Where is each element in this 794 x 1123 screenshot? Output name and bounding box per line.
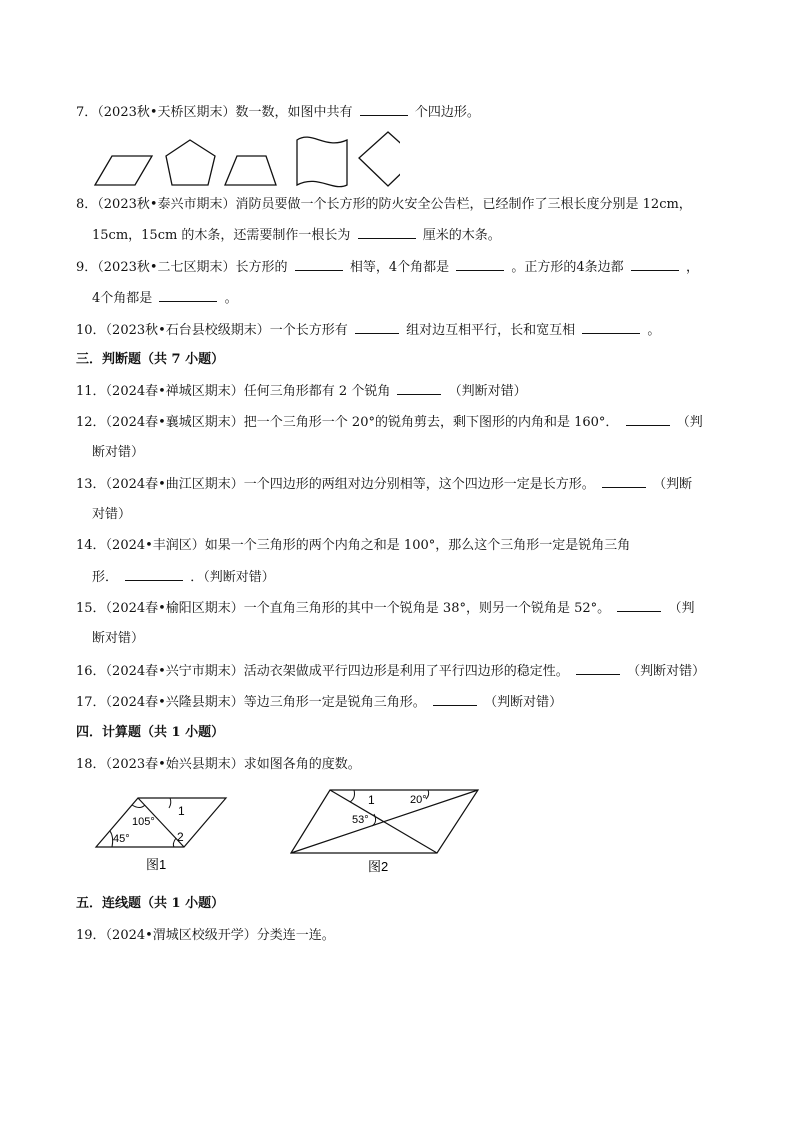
trapezoid-shape (225, 156, 276, 185)
angle-label-1: 1 (178, 804, 185, 818)
question-text: 16．（2024春•兴宁市期末）活动衣架做成平行四边形是利用了平行四边形的稳定性。 (76, 664, 569, 679)
answer-blank[interactable] (358, 226, 416, 239)
angle-label-2: 2 (177, 830, 184, 844)
question-text: 15cm，15cm 的木条，还需要制作一根长为 (92, 228, 351, 243)
answer-blank[interactable] (125, 568, 183, 581)
answer-blank[interactable] (626, 413, 670, 426)
question-text: 7．（2023秋•天桥区期末）数一数，如图中共有 (76, 105, 353, 120)
question-19: 19．（2024•渭城区校级开学）分类连一连。 (76, 928, 335, 943)
angle-label-20: 20° (410, 794, 427, 806)
angle-arc (173, 838, 176, 847)
question-text: 15．（2024春•榆阳区期末）一个直角三角形的其中一个锐角是 38°，则另一个锐角是 52°。 (76, 601, 611, 616)
question-text: ．（判断对错） (190, 570, 275, 585)
answer-blank[interactable] (582, 321, 640, 334)
question-17 (76, 693, 562, 712)
question-text: 。正方形的4条边都 (511, 260, 624, 275)
question-text: （判断对错） (448, 384, 527, 399)
section-heading-matching: 五．连线题（共 1 小题） (76, 896, 225, 911)
section-heading-calculation: 四．计算题（共 1 小题） (76, 725, 225, 740)
answer-blank[interactable] (295, 258, 343, 271)
angle-label-45: 45° (113, 833, 130, 845)
question-text: 。 (224, 291, 238, 306)
answer-blank[interactable] (631, 258, 679, 271)
question-text: 17．（2024春•兴隆县期末）等边三角形一定是锐角三角形。 (76, 695, 426, 710)
question-text: 13．（2024春•曲江区期末）一个四边形的两组对边分别相等，这个四边形一定是长方形。 (76, 477, 595, 492)
question-text: 10．（2023秋•石台县校级期末）一个长方形有 (76, 323, 348, 338)
question-8 (76, 196, 692, 214)
question-text: 12．（2024春•襄城区期末）把一个三角形一个 20°的锐角剪去，剩下图形的内角和是 160°． (76, 415, 619, 430)
angle-label-105: 105° (132, 816, 155, 828)
question-text: （判 (668, 601, 695, 616)
answer-blank[interactable] (576, 662, 620, 675)
answer-blank[interactable] (355, 321, 399, 334)
question-text: 4个角都是 (92, 291, 153, 306)
answer-blank[interactable] (159, 289, 217, 302)
question-text: （判 (676, 415, 703, 430)
parallelogram-shape (95, 156, 152, 185)
answer-blank[interactable] (360, 103, 408, 116)
question-text: 。 (647, 323, 661, 338)
diamond-shape (359, 132, 400, 186)
question-text: （判断对错） (627, 664, 706, 679)
answer-blank[interactable] (433, 693, 477, 706)
question-18: 18．（2023春•始兴县期末）求如图各角的度数。 (76, 757, 361, 772)
question-14 (76, 537, 630, 555)
question-text: 8．（2023秋•泰兴市期末）消防员要做一个长方形的防火安全公告栏，已经制作了三根长度分别是 12cm， (76, 197, 692, 212)
question-text: 个四边形。 (414, 105, 480, 120)
diagonal-line (291, 790, 478, 853)
question-text: ， (685, 260, 699, 275)
angle-arc (169, 798, 171, 808)
figure-caption: 图2 (368, 859, 389, 874)
question-text: （判断 (653, 477, 693, 492)
question-9 (76, 258, 699, 277)
angle-label-53: 53° (352, 814, 369, 826)
question-15-line2: 断对错） (92, 631, 145, 646)
angle-label-1: 1 (368, 793, 375, 807)
angle-arc (132, 805, 145, 808)
question-13-line2: 对错） (92, 507, 132, 522)
question-12-line2: 断对错） (92, 445, 145, 460)
figure-1-parallelogram (92, 794, 232, 876)
question-8-line2 (92, 226, 501, 245)
question-14-line2 (92, 568, 275, 587)
answer-blank[interactable] (617, 599, 661, 612)
figure-caption: 图1 (146, 857, 167, 872)
answer-blank[interactable] (397, 382, 441, 395)
question-text: 组对边互相平行，长和宽互相 (406, 323, 576, 338)
question-10 (76, 321, 660, 340)
question-15 (76, 599, 694, 618)
question-text: （判断对错） (484, 695, 563, 710)
question-text: 11．（2024春•禅城区期末）任何三角形都有 2 个锐角 (76, 384, 391, 399)
answer-blank[interactable] (602, 475, 646, 488)
question-text: 厘米的木条。 (422, 228, 501, 243)
figure-2-parallelogram (288, 786, 484, 878)
curved-shape (297, 137, 347, 187)
question-13 (76, 475, 692, 494)
question-11 (76, 382, 527, 401)
question-text: 形． (92, 570, 119, 585)
answer-blank[interactable] (456, 258, 504, 271)
question-7 (76, 103, 480, 122)
section-heading-judgement: 三．判断题（共 7 小题） (76, 352, 225, 367)
angle-arc (350, 790, 355, 802)
question-text: 相等，4个角都是 (349, 260, 450, 275)
question-text: 14．（2024•丰润区）如果一个三角形的两个内角之和是 100°，那么这个三角形一定是锐角三角 (76, 538, 631, 553)
quadrilateral-shapes-figure (90, 128, 400, 190)
question-text: 9．（2023秋•二七区期末）长方形的 (76, 260, 288, 275)
pentagon-shape (166, 140, 215, 185)
question-9-line2 (92, 289, 238, 308)
question-16 (76, 662, 705, 681)
question-12 (76, 413, 703, 432)
